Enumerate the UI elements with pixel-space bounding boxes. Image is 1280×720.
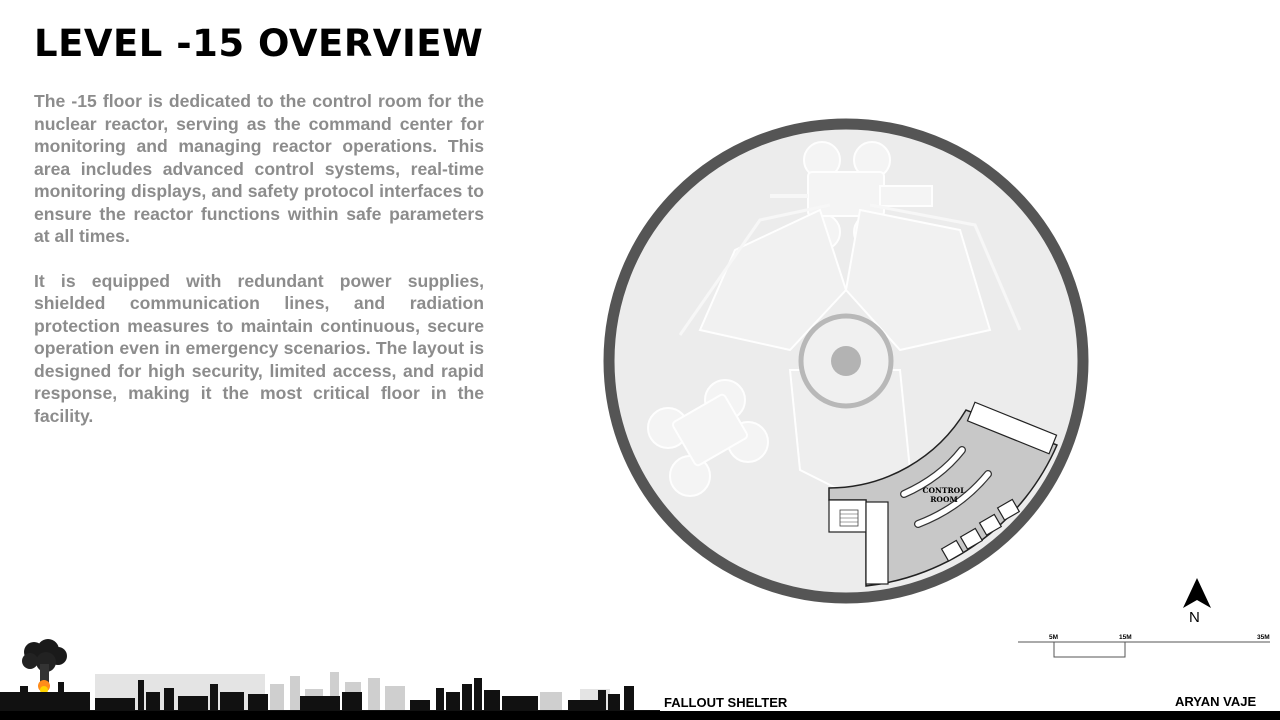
- footer-project-title: FALLOUT SHELTER: [664, 695, 788, 710]
- scale-label-35m: 35M: [1257, 634, 1270, 641]
- reactor-core: [831, 346, 861, 376]
- description-paragraph-2: It is equipped with redundant power supplies, shielded communication lines, and radiation protection measures to maintain continuous, secure operation even in emergency scenarios. The layout is designed for high security, limited access, and rapid response, making it the most critical floor in the facility.: [34, 270, 484, 426]
- page-title: LEVEL -15 OVERVIEW: [34, 22, 484, 65]
- scale-label-5m: 5M: [1049, 634, 1059, 641]
- scale-label-15m: 15M: [1119, 634, 1132, 641]
- footer-bar: [0, 711, 1280, 720]
- skyline-illustration: [0, 634, 660, 720]
- stair-block: [829, 500, 866, 532]
- north-label: N: [1189, 609, 1200, 626]
- control-room-label: CONTROL ROOM: [922, 486, 966, 504]
- west-console: [866, 502, 888, 584]
- footer-author: ARYAN VAJE: [1175, 694, 1257, 709]
- description-paragraph-1: The -15 floor is dedicated to the control room for the nuclear reactor, serving as the command center for monitoring and managing reactor operations. This area includes advanced control systems, real-time monitoring displays, and safety protocol interfaces to ensure the reactor functions within safe parameters at all times.: [34, 91, 484, 246]
